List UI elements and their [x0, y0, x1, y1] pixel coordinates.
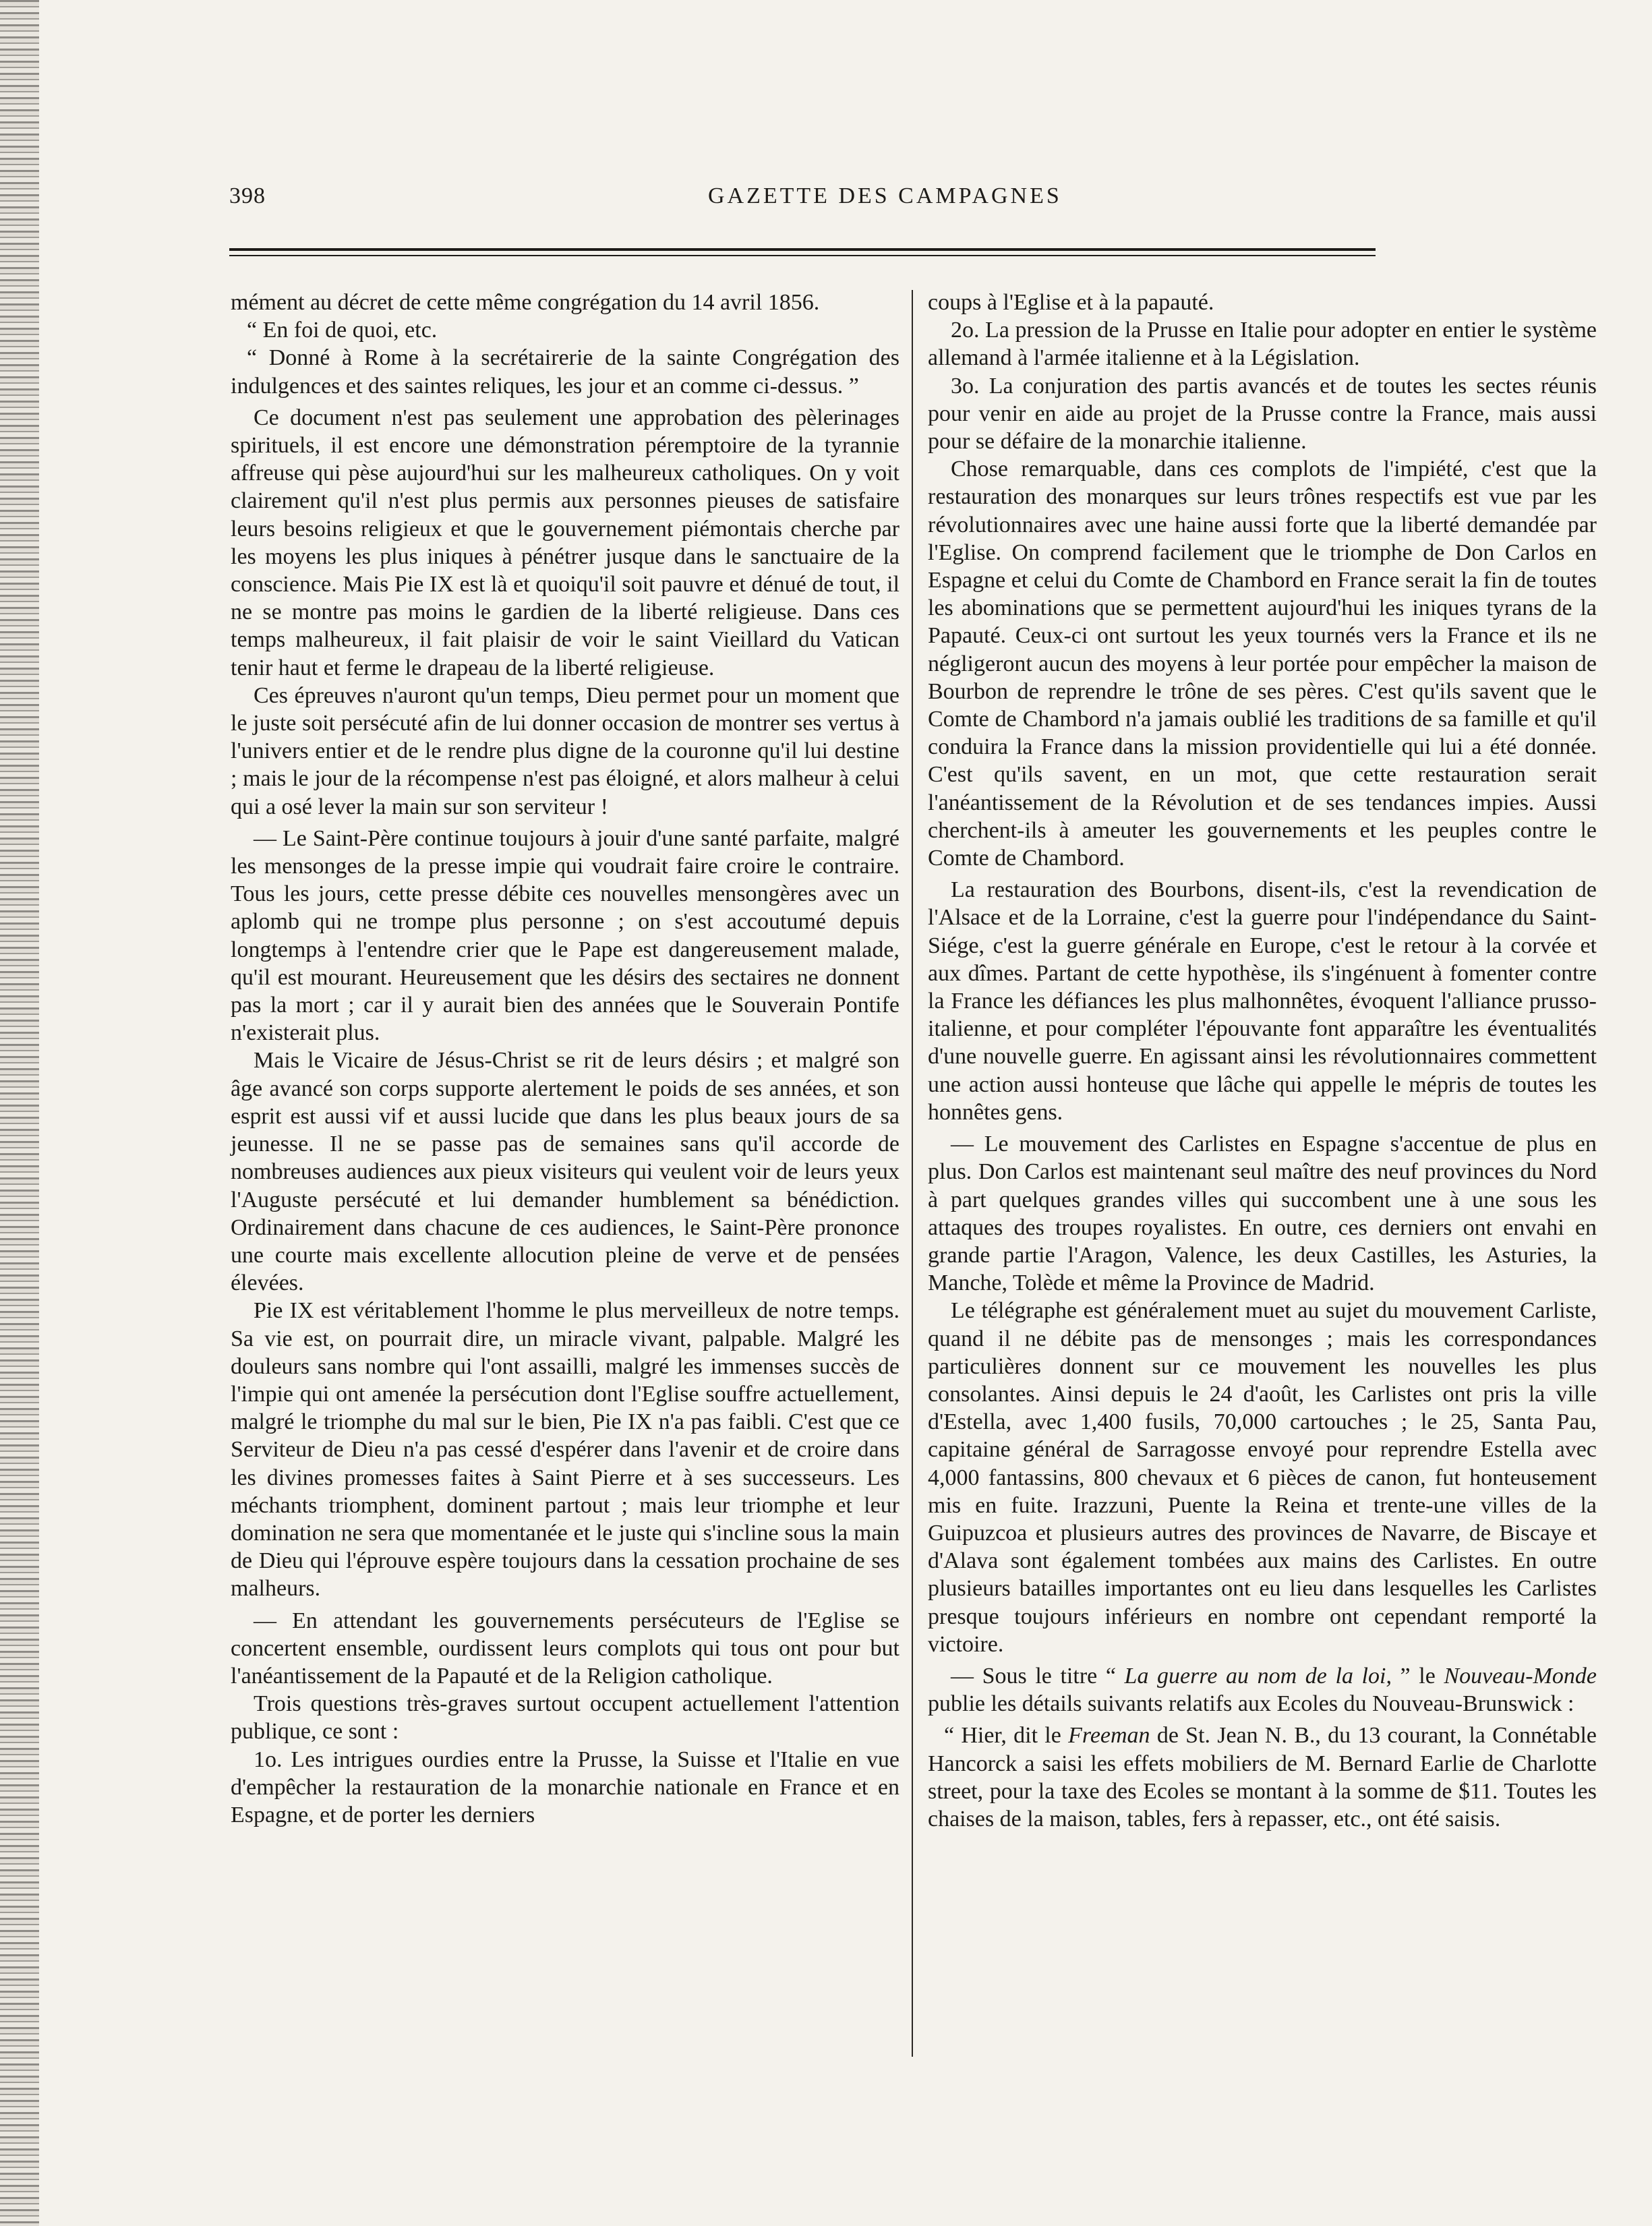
paragraph: — Le mouvement des Carlistes en Espagne s'accentue de plus en plus. Don Carlos est maintenant seul maître des neuf provinces du Nord à part quelques grandes villes qui succombent une à une sous les attaques des troupes royalistes. En outre, ces derniers ont envahi en grande partie l'Aragon, Valence, les deux Castilles, les Asturies, la Manche, Tolède et même la Province de Madrid. — [928, 1132, 1597, 1296]
text-run: publie les détails suivants relatifs aux Ecoles du Nouveau-Brunswick : — [928, 1691, 1574, 1717]
column-separator — [912, 290, 913, 2057]
left-column — [231, 289, 899, 1829]
paragraph: Mais le Vicaire de Jésus-Christ se rit de leurs désirs ; et malgré son âge avancé son corps supporte alertement le poids de ses années, et son esprit est aussi vif et aussi lucide que dans les plus beaux jours de sa jeunesse. Il ne se passe pas de semaines sans qu'il accorde de nombreuses audiences aux pieux visiteurs qui veulent voir de leurs yeux l'Auguste persécuté et lui demander humblement sa bénédiction. Ordinairement dans chacune de ces audiences, le Saint-Père prononce une courte mais excellente allocution pleine de verve et de pensées élevées. — [231, 1048, 899, 1296]
paragraph: “ En foi de quoi, etc. — [247, 318, 438, 343]
paragraph: mément au décret de cette même congrégation du 14 avril 1856. — [231, 290, 820, 315]
paragraph: 2o. La pression de la Prusse en Italie pour adopter en entier le système allemand à l'armée italienne et à la Législation. — [928, 318, 1597, 371]
paragraph: coups à l'Eglise et à la papauté. — [928, 290, 1214, 315]
paragraph: Chose remarquable, dans ces complots de l'impiété, c'est que la restauration des monarques sur leurs trônes respectifs est vue par les révolutionnaires avec une haine aussi forte que la liberté demandée par l'Eglise. On comprend facilement que le triomphe de Don Carlos en Espagne et celui du Comte de Chambord en France serait la fin de toutes les abominations que se permettent aujourd'hui les iniques tyrans de la Papauté. Ceux-ci ont surtout les yeux tournés vers la France et ils ne négligeront aucun des moyens à leur portée pour empêcher la maison de Bourbon de reprendre le trône de ses pères. C'est qu'ils savent que le Comte de Chambord n'a jamais oublié les traditions de sa famille et qu'il conduira la France dans la mission providentielle qui lui a été donnée. C'est qu'ils savent, en un mot, que cette restauration serait l'anéantissement de la Révolution et de ses tendances impies. Aussi cherchent-ils à ameuter les gouvernements et les peuples contre le Comte de Chambord. — [928, 457, 1597, 871]
scanned-page-edge — [0, 0, 39, 2226]
paragraph: Le télégraphe est généralement muet au sujet du mouvement Carliste, quand il ne débite pas de mensonges ; mais les correspondances particulières donnent sur ce mouvement les nouvelles les plus consolantes. Ainsi depuis le 24 d'août, les Carlistes ont pris la ville d'Estella, avec 1,400 fusils, 70,000 cartouches ; le 25, Santa Pau, capitaine général de Sarragosse envoyé pour reprendre Estella avec 4,000 fantassins, 800 chevaux et 6 pièces de canon, fut honteusement mis en fuite. Irazzuni, Puente la Reina et trente-une villes de la Guipuzcoa et plusieurs autres des provinces de Navarre, de Biscaye et d'Alava sont également tombées aux mains des Carlistes. En outre plusieurs batailles importantes ont eu lieu dans lesquelles les Carlistes presque toujours inférieurs en nombre ont cependant remporté la victoire. — [928, 1298, 1597, 1657]
paragraph: 3o. La conjuration des partis avancés et de toutes les sectes réunis pour venir en aide au projet de la Prusse contre la France, mais aussi pour se défaire de la monarchie italienne. — [928, 373, 1597, 455]
newspaper-name: Freeman — [1068, 1723, 1150, 1749]
right-column — [928, 289, 1597, 1833]
paragraph: 1o. Les intrigues ourdies entre la Prusse, la Suisse et l'Italie en vue d'empêcher la restauration de la monarchie nationale en France et en Espagne, et de porter les derniers — [231, 1747, 899, 1827]
header-rule-thick — [229, 248, 1376, 251]
header-rule-thin — [229, 255, 1376, 256]
paragraph: Ces épreuves n'auront qu'un temps, Dieu permet pour un moment que le juste soit persécuté afin de lui donner occasion de montrer ses vertus à l'univers entier et de le rendre plus digne de la couronne qu'il lui destine ; mais le jour de la récompense n'est pas éloigné, et alors malheur à celui qui a osé lever la main sur son serviteur ! — [231, 682, 899, 819]
text-run: “ Hier, dit le — [944, 1723, 1069, 1749]
paragraph: “ Donné à Rome à la secrétairerie de la sainte Congrégation des indulgences et des saintes reliques, les jour et an comme ci-dessus. ” — [231, 345, 899, 399]
paragraph: Pie IX est véritablement l'homme le plus merveilleux de notre temps. Sa vie est, on pourrait dire, un miracle vivant, palpable. Malgré les douleurs sans nombre qui l'ont assailli, malgré les immenses succès de l'impie qui ont amenée la persécution dont l'Eglise souffre actuellement, malgré le triomphe du mal sur le bien, Pie IX n'a pas faibli. C'est que ce Serviteur de Dieu n'a pas cessé d'espérer dans l'avenir et de croire dans les divines promesses faites à Saint Pierre et à ses successeurs. Les méchants triomphent, dominent partout ; mais leur triomphe et leur domination ne sera que momentanée et le juste qui s'incline sous la main de Dieu qui l'éprouve espère toujours dans la cessation prochaine de ses malheurs. — [231, 1298, 899, 1602]
paragraph: Trois questions très-graves surtout occupent actuellement l'attention publique, ce sont : — [231, 1691, 899, 1745]
text-run: de St. Jean N. B., du 13 courant, la Connétable Hancorck a saisi les effets mobiliers de M. Bernard Earlie de Charlotte street, pour la taxe des Ecoles se montant à la somme de $11. Toutes les chaises de la maison, tables, fers à repasser, etc., ont été saisis. — [928, 1723, 1597, 1832]
article-title: La guerre au nom de la loi, — [1124, 1663, 1392, 1689]
newspaper-name: Nouveau-Monde — [1444, 1663, 1597, 1689]
paragraph: La restauration des Bourbons, disent-ils, c'est la revendication de l'Alsace et de la Lorraine, c'est la guerre pour l'indépendance du Saint-Siége, c'est la guerre générale en Europe, c'est le retour à la corvée et aux dîmes. Partant de cette hypothèse, ils s'ingénuent à fomenter contre la France les défiances les plus malhonnêtes, évoquent l'alliance prusso-italienne, et pour compléter l'épouvante font apparaître les éventualités d'une nouvelle guerre. En agissant ainsi les révolutionnaires commettent une action aussi honteuse que lâche qui appelle le mépris de toutes les honnêtes gens. — [928, 877, 1597, 1125]
running-title: GAZETTE DES CAMPAGNES — [708, 183, 1062, 208]
page-header — [229, 183, 1376, 224]
paragraph — [928, 1662, 1597, 1718]
text-run: — Sous le titre “ — [951, 1663, 1125, 1689]
text-run: ” le — [1391, 1663, 1444, 1689]
paragraph: — Le Saint-Père continue toujours à jouir d'une santé parfaite, malgré les mensonges de la presse impie qui voudrait faire croire le contraire. Tous les jours, cette presse débite ces nouvelles mensongères avec un aplomb qui ne trompe plus personne ; on s'est accoutumé depuis longtemps à l'entendre crier que le Pape est dangereusement malade, qu'il est mourant. Heureusement que les désirs des sectaires ne donnent pas la mort ; car il y aurait bien des années que le Souverain Pontife n'existerait plus. — [231, 825, 899, 1046]
page-number: 398 — [229, 183, 266, 208]
paragraph — [928, 1722, 1597, 1833]
paragraph: — En attendant les gouvernements persécuteurs de l'Eglise se concertent ensemble, ourdissent leurs complots qui tous ont pour but l'anéantissement de la Papauté et de la Religion catholique. — [231, 1608, 899, 1689]
paragraph: Ce document n'est pas seulement une approbation des pèlerinages spirituels, il est encore une démonstration péremptoire de la tyrannie affreuse qui pèse aujourd'hui sur les malheureux catholiques. On y voit clairement qu'il n'est plus permis aux personnes pieuses de satisfaire leurs besoins religieux et que le gouvernement piémontais cherche par les moyens les plus iniques à pénétrer jusque dans le sanctuaire de la conscience. Mais Pie IX est là et quoiqu'il soit pauvre et dénué de tout, il ne se montre pas moins le gardien de la liberté religieuse. Dans ces temps malheureux, il fait plaisir de voir le saint Vieillard du Vatican tenir haut et ferme le drapeau de la liberté religieuse. — [231, 405, 899, 680]
